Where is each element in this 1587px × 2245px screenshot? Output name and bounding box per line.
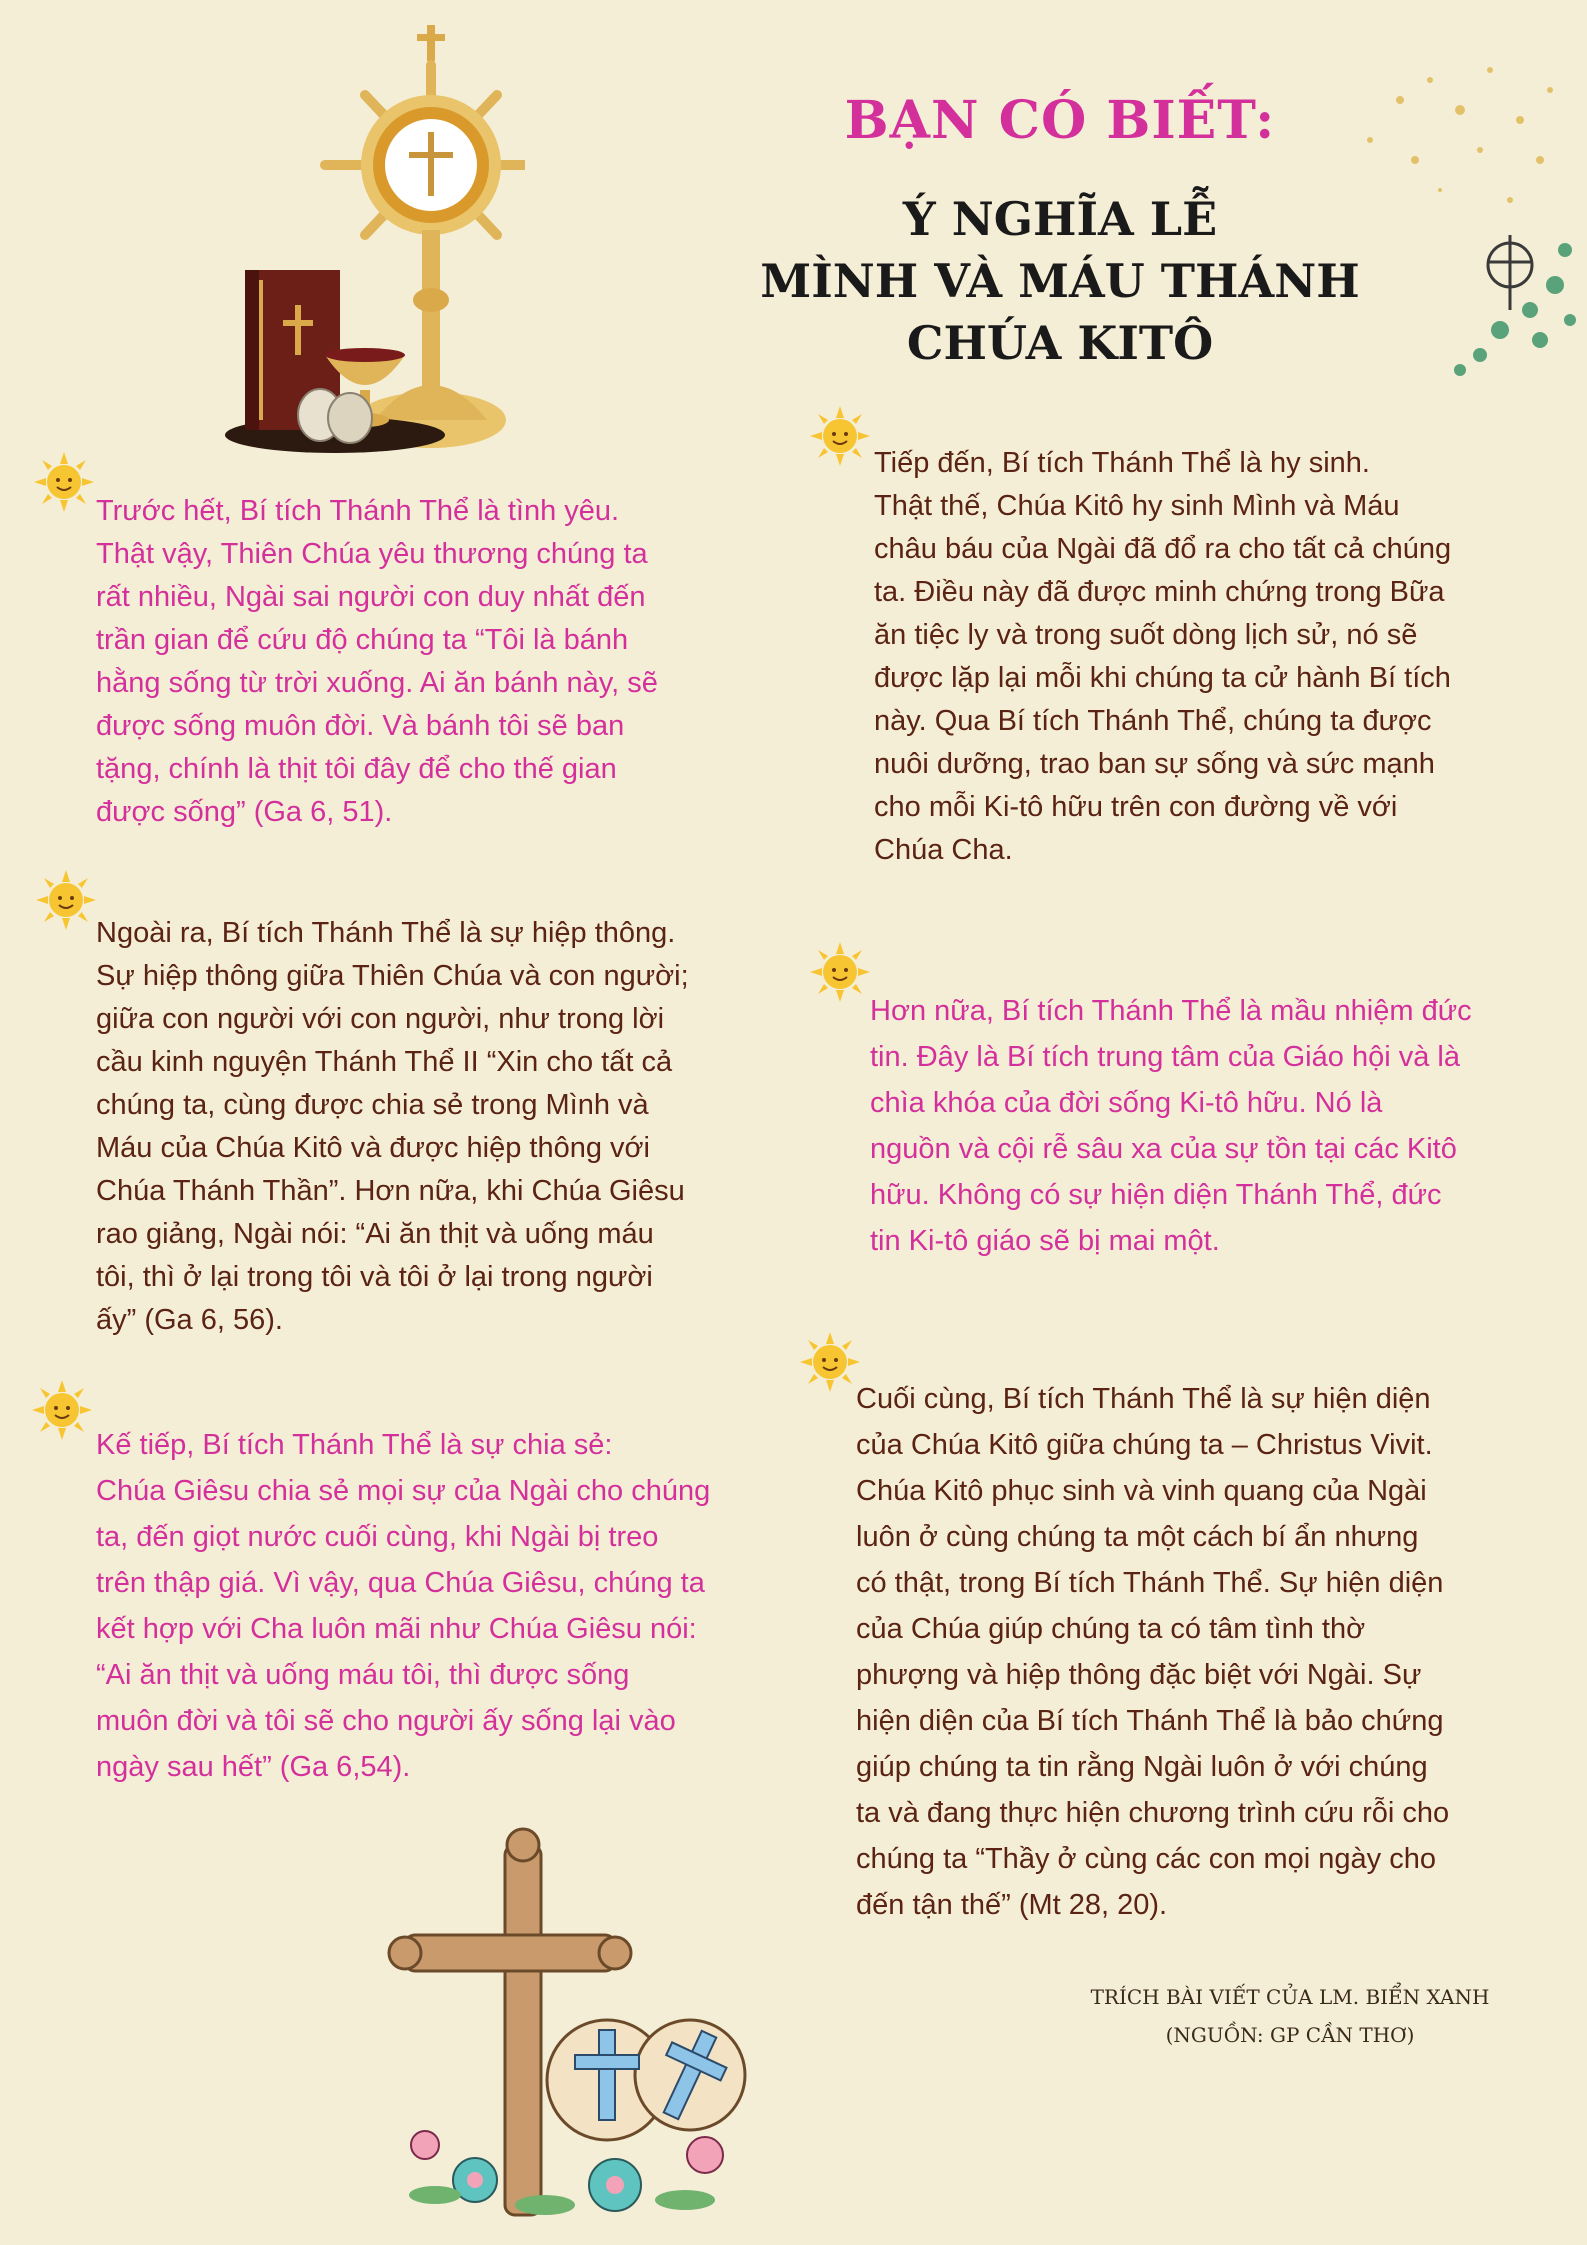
text-line: muôn đời và tôi sẽ cho người ấy sống lại vào — [96, 1705, 676, 1737]
text-line: của Chúa giúp chúng ta có tâm tình thờ — [856, 1613, 1366, 1645]
paragraph-mystery — [870, 988, 1524, 1264]
text-line: phượng và hiệp thông đặc biệt với Ngài. Sự — [856, 1659, 1422, 1691]
corner-decoration — [1340, 40, 1580, 390]
text-line: Máu của Chúa Kitô và được hiệp thông với — [96, 1132, 650, 1164]
text-line: hằng sống từ trời xuống. Ai ăn bánh này, sẽ — [96, 667, 658, 699]
paragraph-love — [96, 490, 742, 834]
text-line: trần gian để cứu độ chúng ta “Tôi là bánh — [96, 624, 629, 656]
paragraph-sacrifice — [874, 442, 1510, 872]
text-line: tin. Đây là Bí tích trung tâm của Giáo hội và là — [870, 1041, 1460, 1073]
text-line: tặng, chính là thịt tôi đây để cho thế gian — [96, 753, 617, 785]
text-line: rất nhiều, Ngài sai người con duy nhất đến — [96, 581, 646, 613]
monstrance-icon — [325, 25, 525, 448]
text-line: Chúa Cha. — [874, 834, 1013, 866]
text-line: được sống muôn đời. Và bánh tôi sẽ ban — [96, 710, 625, 742]
text-line: Ngoài ra, Bí tích Thánh Thể là sự hiệp thông. — [96, 917, 676, 949]
cross-icon — [1488, 235, 1532, 310]
text-line: ngày sau hết” (Ga 6,54). — [96, 1751, 411, 1783]
page-title: BẠN CÓ BIẾT: — [844, 90, 1276, 151]
text-line: ta. Điều này đã được minh chứng trong Bữa — [874, 576, 1445, 608]
text-line: Chúa Giêsu chia sẻ mọi sự của Ngài cho chúng — [96, 1475, 711, 1507]
text-line: Cuối cùng, Bí tích Thánh Thể là sự hiện diện — [856, 1383, 1431, 1415]
sun-icon — [34, 868, 98, 932]
subtitle-line: Ý NGHĨA LỄ — [902, 192, 1218, 246]
page-subtitle — [720, 188, 1400, 374]
flower-icon — [409, 2131, 723, 2215]
subtitle-line: CHÚA KITÔ — [906, 316, 1214, 370]
text-line: Kế tiếp, Bí tích Thánh Thể là sự chia sẻ: — [96, 1429, 613, 1461]
text-line: tin Ki-tô giáo sẽ bị mai một. — [870, 1225, 1220, 1257]
text-line: được lặp lại mỗi khi chúng ta cử hành Bí tích — [874, 662, 1451, 694]
paragraph-communion — [96, 912, 736, 1342]
text-line: châu báu của Ngài đã đổ ra cho tất cả chúng — [874, 533, 1452, 565]
host-icon — [547, 2020, 745, 2140]
text-line: hữu. Không có sự hiện diện Thánh Thể, đức — [870, 1179, 1442, 1211]
text-line: chúng ta “Thầy ở cùng các con mọi ngày cho — [856, 1843, 1436, 1875]
paragraph-presence — [856, 1376, 1506, 1928]
text-line: được sống” (Ga 6, 51). — [96, 796, 393, 828]
text-line: giúp chúng ta tin rằng Ngài luôn ở với chúng — [856, 1751, 1428, 1783]
text-line: luôn ở cùng chúng ta một cách bí ẩn nhưng — [856, 1521, 1419, 1553]
sun-icon — [30, 1378, 94, 1442]
credit-source: (NGUỒN: GP CẦN THƠ) — [1165, 2023, 1415, 2047]
text-line: Thật vậy, Thiên Chúa yêu thương chúng ta — [96, 538, 648, 570]
text-line: Chúa Thánh Thần”. Hơn nữa, khi Chúa Giêsu — [96, 1175, 685, 1207]
sun-icon — [32, 450, 96, 514]
text-line: có thật, trong Bí tích Thánh Thể. Sự hiện diện — [856, 1567, 1444, 1599]
sun-icon — [808, 940, 872, 1004]
text-line: ta và đang thực hiện chương trình cứu rỗi cho — [856, 1797, 1450, 1829]
text-line: nuôi dưỡng, trao ban sự sống và sức mạnh — [874, 748, 1435, 780]
text-line: Chúa Kitô phục sinh và vinh quang của Ngài — [856, 1475, 1427, 1507]
text-line: trên thập giá. Vì vậy, qua Chúa Giêsu, chúng ta — [96, 1567, 705, 1599]
text-line: kết hợp với Cha luôn mãi như Chúa Giêsu nói: — [96, 1613, 697, 1645]
text-line: của Chúa Kitô giữa chúng ta – Christus Vivit. — [856, 1429, 1433, 1461]
source-credit — [1060, 1978, 1520, 2054]
text-line: tôi, thì ở lại trong tôi và tôi ở lại trong người — [96, 1261, 653, 1293]
text-line: nguồn và cội rễ sâu xa của sự tồn tại các Kitô — [870, 1133, 1457, 1165]
text-line: ấy” (Ga 6, 56). — [96, 1304, 283, 1336]
sun-icon — [798, 1330, 862, 1394]
text-line: Trước hết, Bí tích Thánh Thể là tình yêu. — [96, 495, 620, 527]
text-line: giữa con người với con người, như trong lời — [96, 1003, 665, 1035]
text-line: cho mỗi Ki-tô hữu trên con đường về với — [874, 791, 1398, 823]
text-line: chìa khóa của đời sống Ki-tô hữu. Nó là — [870, 1087, 1383, 1119]
text-line: Tiếp đến, Bí tích Thánh Thể là hy sinh. — [874, 447, 1370, 479]
sun-icon — [808, 404, 872, 468]
text-line: “Ai ăn thịt và uống máu tôi, thì được sống — [96, 1659, 630, 1691]
credit-author: TRÍCH BÀI VIẾT CỦA LM. BIỂN XANH — [1090, 1985, 1490, 2009]
gold-splatter-icon — [1367, 67, 1553, 203]
text-line: ta, đến giọt nước cuối cùng, khi Ngài bị treo — [96, 1521, 659, 1553]
text-line: Thật thế, Chúa Kitô hy sinh Mình và Máu — [874, 490, 1400, 522]
text-line: đến tận thế” (Mt 28, 20). — [856, 1889, 1168, 1921]
cross-flowers-illustration — [385, 1825, 785, 2235]
text-line: rao giảng, Ngài nói: “Ai ăn thịt và uống máu — [96, 1218, 654, 1250]
text-line: Sự hiệp thông giữa Thiên Chúa và con người; — [96, 960, 689, 992]
host-icon — [298, 389, 372, 443]
text-line: chúng ta, cùng được chia sẻ trong Mình và — [96, 1089, 649, 1121]
monstrance-illustration — [225, 20, 525, 460]
text-line: Hơn nữa, Bí tích Thánh Thể là mầu nhiệm đức — [870, 995, 1472, 1027]
text-line: cầu kinh nguyện Thánh Thể II “Xin cho tất cả — [96, 1046, 673, 1078]
text-line: ăn tiệc ly và trong suốt dòng lịch sử, nó sẽ — [874, 619, 1418, 651]
subtitle-line: MÌNH VÀ MÁU THÁNH — [760, 254, 1360, 308]
text-line: hiện diện của Bí tích Thánh Thể là bảo chứng — [856, 1705, 1444, 1737]
paragraph-sharing — [96, 1422, 762, 1790]
text-line: này. Qua Bí tích Thánh Thể, chúng ta được — [874, 705, 1432, 737]
